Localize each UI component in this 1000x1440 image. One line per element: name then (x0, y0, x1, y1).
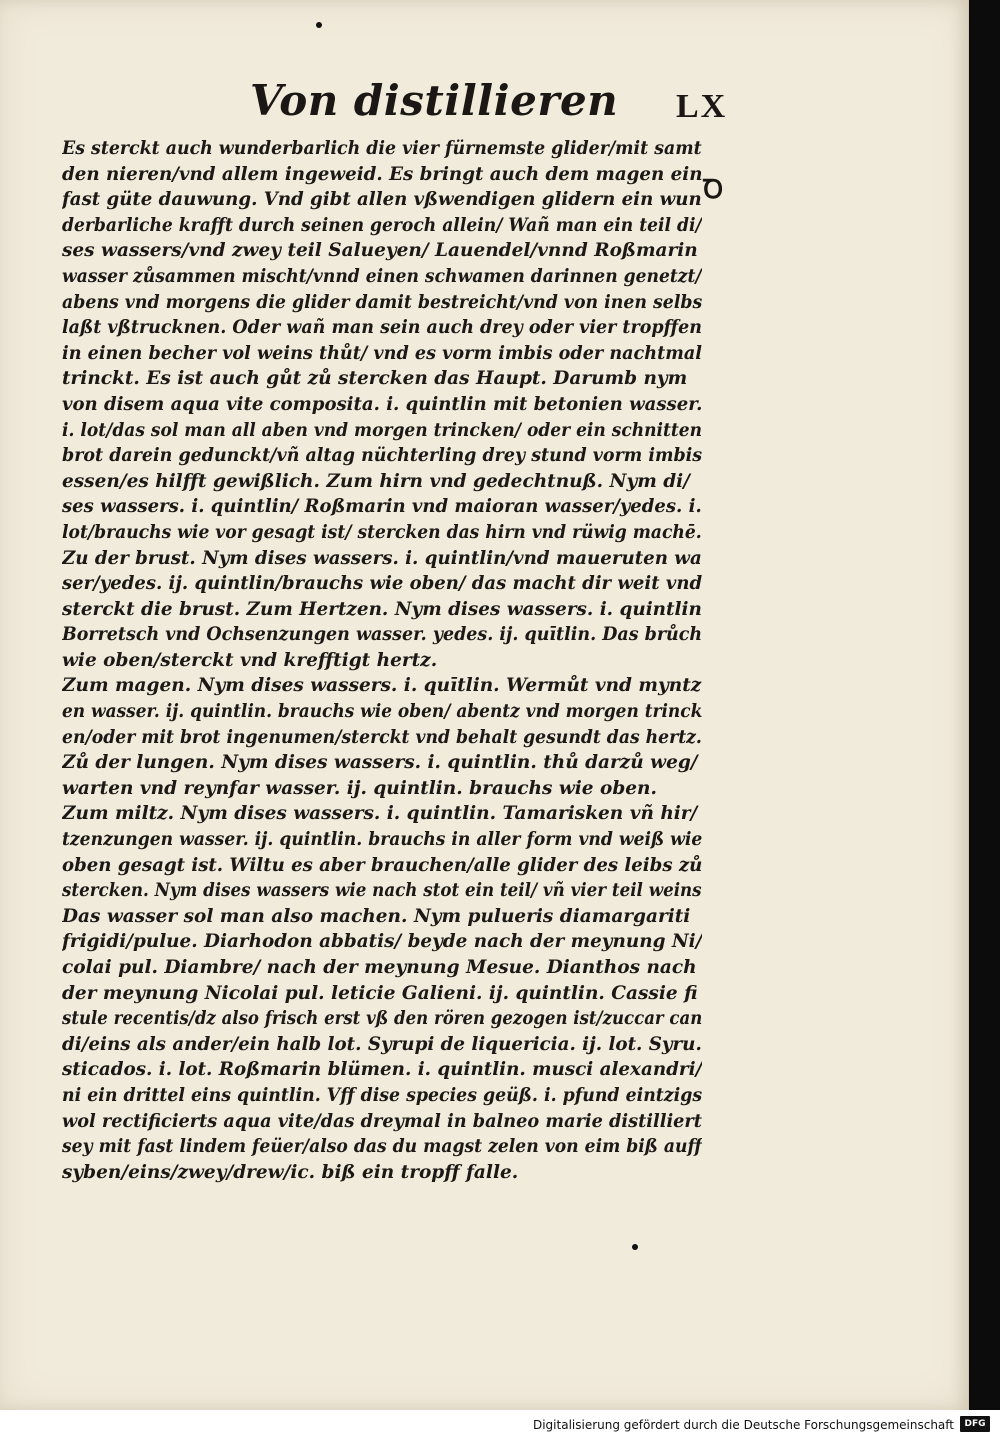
text-line: von disem aqua vite composita. i. quintlin mit betonien wasser. (62, 393, 702, 415)
text-line: ni ein drittel eins quintlin. Vff dise species geüß. i. pfund eintzigs (62, 1084, 702, 1106)
text-line: der meynung Nicolai pul. leticie Galieni. ij. quintlin. Cassie fi (62, 982, 698, 1004)
dfg-logo: DFG (960, 1416, 990, 1432)
text-line: Das wasser sol man also machen. Nym pulueris diamargariti (62, 905, 691, 927)
text-line: wol rectificierts aqua vite/das dreymal in balneo marie distilliert (62, 1110, 702, 1132)
text-line: sterckt die brust. Zum Hertzen. Nym dises wassers. i. quintlin (62, 598, 702, 620)
text-line: stercken. Nym dises wassers wie nach stot ein teil/ vñ vier teil weins (62, 880, 702, 902)
text-line: in einen becher vol weins thůt/ vnd es vorm imbis oder nachtmal (62, 342, 702, 364)
text-line: Zum magen. Nym dises wassers. i. quītlin. Wermůt vnd myntz (62, 675, 702, 697)
text-line: Zum miltz. Nym dises wassers. i. quintlin. Tamarisken vñ hir/ (62, 803, 698, 825)
text-line: fast güte dauwung. Vnd gibt allen vßwendigen glidern ein wun (62, 189, 702, 211)
text-line: Zu der brust. Nym dises wassers. i. quintlin/vnd maueruten wa (62, 547, 702, 569)
text-line: laßt vßtrucknen. Oder wañ man sein auch drey oder vier tropffen (62, 317, 702, 339)
text-line: i. lot/das sol man all aben vnd morgen trincken/ oder ein schnitten (62, 419, 702, 441)
text-line: en/oder mit brot ingenumen/sterckt vnd behalt gesundt das hertz. (62, 726, 702, 748)
running-header-title: Von distillieren (250, 76, 619, 125)
text-line: Borretsch vnd Ochsenzungen wasser. yedes. ij. quītlin. Das brůch (62, 624, 702, 646)
text-line: syben/eins/zwey/drew/ic. biß ein tropff falle. (62, 1161, 519, 1183)
text-line: den nieren/vnd allem ingeweid. Es bringt auch dem magen ein (62, 163, 702, 185)
text-line: abens vnd morgens die glider damit bestreicht/vnd von inen selbs (62, 291, 702, 313)
folio-number: LX (676, 88, 728, 125)
paragraph-mark: Ꝺ (703, 175, 724, 205)
text-line: tzenzungen wasser. ij. quintlin. brauchs in aller form vnd weiß wie (62, 829, 702, 851)
text-line: frigidi/pulue. Diarhodon abbatis/ beyde nach der meynung Ni/ (62, 931, 702, 953)
digitization-credit: Digitalisierung gefördert durch die Deutsche Forschungsgemeinschaft (532, 1418, 954, 1432)
text-line: en wasser. ij. quintlin. brauchs wie oben/ abentz vnd morgen trinck (62, 701, 702, 723)
body-text (62, 136, 702, 1185)
text-line: oben gesagt ist. Wiltu es aber brauchen/alle glider des leibs zů (62, 854, 702, 876)
text-line: stule recentis/dz also frisch erst vß den rören gezogen ist/zuccar can (62, 1008, 702, 1030)
page-dot-mark (316, 22, 322, 28)
text-line: warten vnd reynfar wasser. ij. quintlin. brauchs wie oben. (62, 777, 657, 799)
text-line: di/eins als ander/ein halb lot. Syrupi de liquericia. ij. lot. Syru. (62, 1033, 702, 1055)
text-line: wie oben/sterckt vnd krefftigt hertz. (62, 649, 438, 671)
text-line: ses wassers/vnd zwey teil Salueyen/ Lauendel/vnnd Roßmarin (62, 240, 698, 262)
text-line: essen/es hilfft gewißlich. Zum hirn vnd gedechtnuß. Nym di/ (62, 470, 690, 492)
text-line: Zů der lungen. Nym dises wassers. i. quintlin. thů darzů weg/ (62, 752, 698, 774)
text-line: brot darein gedunckt/vñ altag nüchterling drey stund vorm imbis (62, 445, 702, 467)
text-line: lot/brauchs wie vor gesagt ist/ stercken das hirn vnd rüwig machē. (62, 521, 702, 543)
text-line: Es sterckt auch wunderbarlich die vier fürnemste glider/mit samt (62, 138, 702, 159)
text-line: sey mit fast lindem feüer/also das du magst zelen von eim biß auff (62, 1136, 702, 1158)
text-line: trinckt. Es ist auch gůt zů stercken das Haupt. Darumb nym (62, 368, 688, 390)
text-line: sticados. i. lot. Roßmarin blümen. i. quintlin. musci alexandri/ (62, 1059, 702, 1081)
text-line: colai pul. Diambre/ nach der meynung Mesue. Dianthos nach (62, 957, 697, 978)
text-line: wasser zůsammen mischt/vnnd einen schwamen darinnen genetzt/ (62, 265, 702, 287)
page-dot-mark (632, 1244, 638, 1250)
text-line: ser/yedes. ij. quintlin/brauchs wie oben/ das macht dir weit vnd (62, 573, 702, 595)
text-line: ses wassers. i. quintlin/ Roßmarin vnd maioran wasser/yedes. i. (62, 496, 702, 518)
text-line: derbarliche krafft durch seinen geroch allein/ Wañ man ein teil di/ (62, 214, 702, 236)
